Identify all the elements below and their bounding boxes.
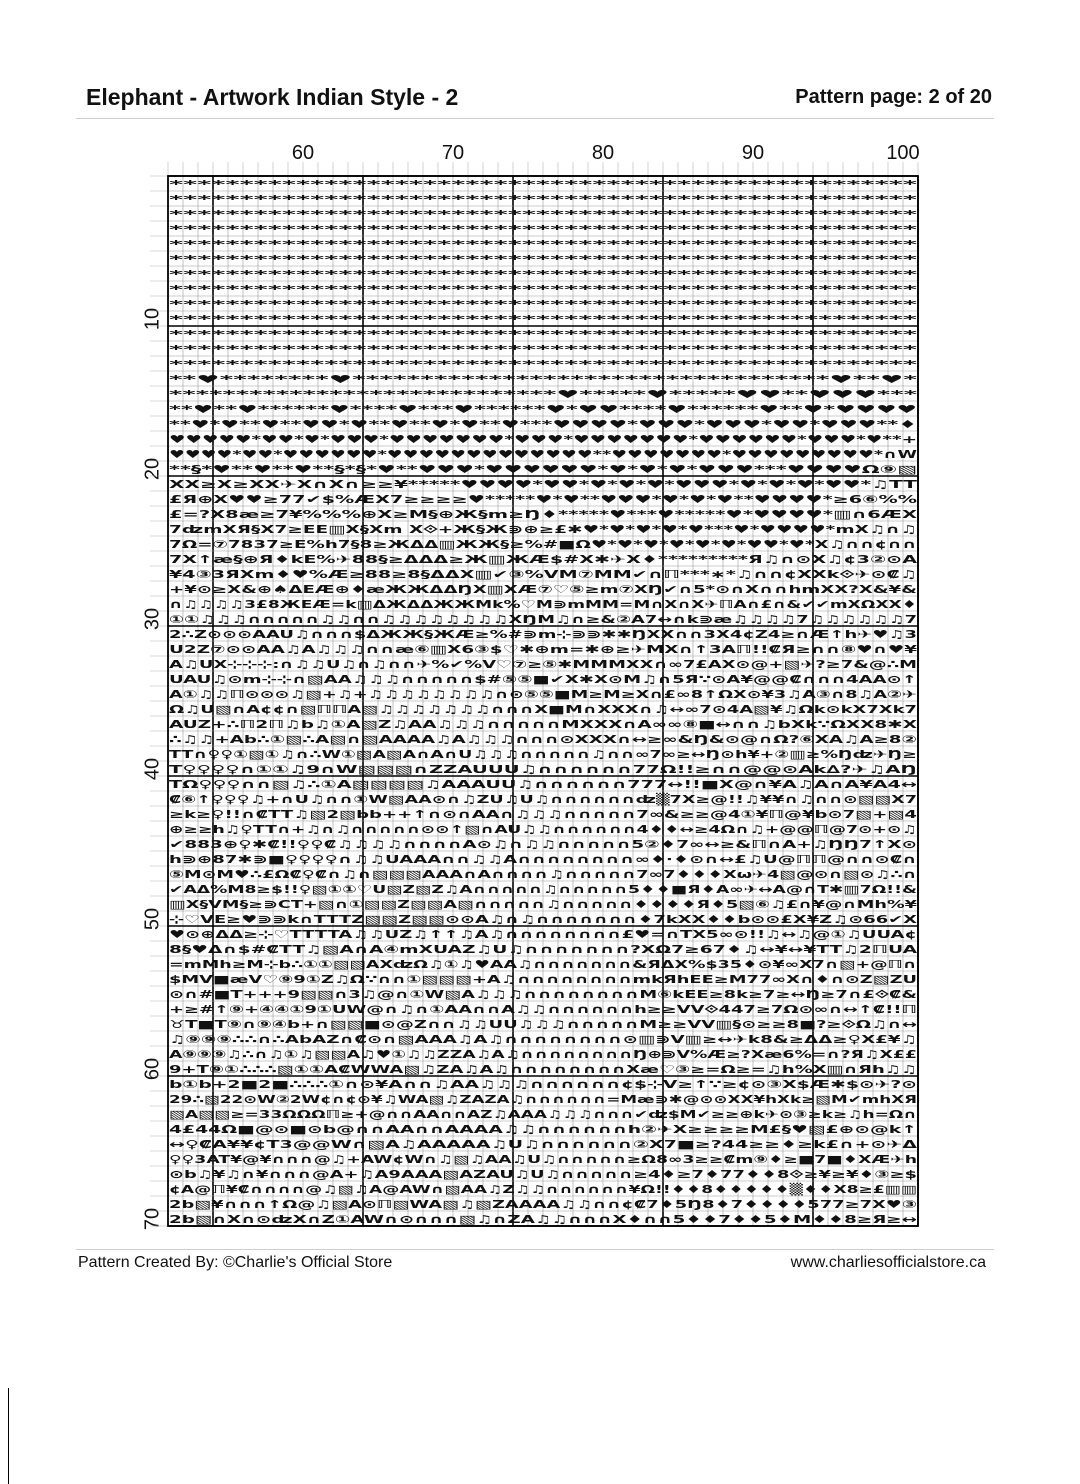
symbol-row: UAU♫⊙m⊹⊹∩▧AA♫♫♫∩∩∩∩∩$#⑤⑤■✔X✱X⊙M♫∩5Я∵⊙A¥@@₡∩∩∩4AA⊙↑ xyxy=(169,673,917,686)
symbol-row: =mMh≥M⊹b∴①①▧▧AXʣΩ♫①♫♥AA♫∩∩∩∩∩∩∩&ЯΔX%$35♦⊙¥∞X7∩▧+@ℿ∩ xyxy=(169,958,917,971)
footer-credit: Pattern Created By: ©Charlie's Official Store xyxy=(78,1254,393,1271)
symbol-row: ♫⑨⑨⑨∴∴∩∴AbAZ∩₡⊙∩▧AAA♫A♫∩∩∩∩∩∩∩∩⊙▥⋑V▥≥↔✈k8&≥ΔΔ≥♀X£¥♫ xyxy=(169,1033,917,1046)
symbol-row: ***************************************************** xyxy=(169,238,918,251)
symbol-row: **♥*♥**♥**♥♥*♥**♥**♥*♥**♥***♥♥♥♥*♥♥♥*♥♥♥*♥♥*♥♥♥**♦ xyxy=(169,418,917,431)
symbol-row: ***************************************************** xyxy=(169,253,918,266)
symbol-row: A♫UX⊹⊹⊹:∩♫♫U♫∩♫∩∩✈%✔%V♡⑦≥⑤✱MMMXX∩∞7£AX⊙@+▧✈?≥7&@∴M xyxy=(169,658,917,671)
symbol-row: TT∩♀♀①▧①♫∩∴W①▧A▧A∩A∩U♫♫♫∩∩∩∩∩♫∩∩∞7∞≥↔Ŋ⊙h¥+②▥≥%Ŋʣ✈Ŋ≥ xyxy=(169,748,917,761)
symbol-row: 7ʣmXЯ§X7≥EE▥X§Xm X⟐+Ж§Ж⋑⊕≥£✱♥*♥*♥*♥*♥***♥*♥♥♥♥*mX♫∩♫ xyxy=(169,523,917,536)
row-label: 10 xyxy=(141,307,164,330)
symbol-row: TΩ♀♀♀∩∩▧♫∴①A▧▧▧▧♫AAAUU♫∩∩∩∩∩∩777↔!!■X@∩¥A♫A∩A¥A4↔ xyxy=(169,778,917,791)
symbol-row: AUZ+∴ℿ2ℿ♫b♫①A▧Z♫AA♫♫♫∩∩∩∩∩MXXX∩A∞∞⑧■↔∩∩♫bXk∵ΩXX8✱X xyxy=(169,718,918,731)
symbol-row: ▥X§VM§≥⋑CT+▧∩①▧▧Z▧▧A▧∩∩∩∩∩♫∩∩∩∩∩♦♦♦♦Я♦5▧⑥♫£∩¥@∩Mh%¥ xyxy=(169,898,918,911)
row-label: 40 xyxy=(141,757,164,780)
symbol-row: ▧A▧▧≥=33ΩΩΩℿ≥+@∩∩AA∩∩AZ♫AAA♫♫♫∩∩∩✔ʣ$M✔≥≥⊕k✈⊙③≥k≥♫h=Ω∩ xyxy=(169,1108,917,1121)
symbol-row: A①♫♫ℿ⊙⊙⊙♫▧+♫+♫♫♫♫♫♫♫♫∩⊙⑤⑤■M≥M≥X∩£∞8↑ΩX⊙¥3♫A③∩8♫A②✈ xyxy=(169,688,917,701)
symbol-row: ₡⑥↑♀♀♀♫+∩U♫∩∩①W▧AA⊙∩♫ZU♫U♫∩∩∩∩∩∩ʣ▒7X≥@!!♫¥¥∩♫∩∩⊙▧▧X7 xyxy=(169,793,636,806)
symbol-row: ⑤M⊙M♥∴£Ω₡♀₡∩♫∩▧▧▧AAA∩A∩∩∩∩♫∩∩∩∩∩7∞7♦♦♦Xω✈4▧@⊙∩▧⊙♫∴∩ xyxy=(169,868,917,881)
footer-website: www.charliesofficialstore.ca xyxy=(790,1254,986,1271)
stitch-symbols xyxy=(169,178,918,1226)
symbol-row: ***************************************************** xyxy=(169,268,918,281)
pattern-page-number: Pattern page: 2 of 20 xyxy=(795,86,992,108)
symbol-row: 9+T⑨①∴∴∴▧①①A₡WWA▧♫ZA♫A♫∩∩∩∩∩∩∩∩Xæ♡③≥=Ω≥=♫h%X▥∩Яh♫♫ xyxy=(169,1063,917,1076)
symbol-row: h⋑⊕87✱⋑■♀♀♀♀∩♫♫UAAA∩∩♫♫A∩∩∩∩∩∩∩∩∞♦∙♦⊙∩↔£♫U@ℿℿ@∩∩⊙₡∩ xyxy=(169,853,917,866)
scan-edge-line xyxy=(8,1388,9,1484)
row-label: 50 xyxy=(141,907,164,930)
symbol-row: ♥♥♥♥*♥♥*♥♥♥♥♥♥*♥♥♥♥♥♥♥♥♥♥♥♥♥**♥♥♥♥♥♥♥*♥♥♥♥♥♥♥♥♥*∩W xyxy=(169,448,917,461)
symbol-row: ✔AΔ%M8≥$!!♀▧①①♡U▧Z▧Z♫A∩∩∩∩∩♫∩∩∩∩∩5♦♦■Я♦A∞✈↔A@∩T✱▥7Ω!!& xyxy=(169,883,918,896)
symbol-row: U2Z⑦⊙⊙AA♫A♫♫♫∩∩æ⑥▥X6③$♡✱⊕m=✱⊕≥✈MX∩↑3Aℿ!!₡Я≥∩∩⑧♥∩♥¥ xyxy=(169,643,918,656)
column-label: 60 xyxy=(291,142,315,164)
column-label: 80 xyxy=(591,142,615,164)
symbol-row: 2b▧¥∩∩∩↑Ω@♫▧A⊙ℿ▧WA▧♫▧ZAAAA♫♫∩∩¢₡7♦5Ŋ8♦7♦♦♦♦577≥7X♥③ xyxy=(169,1198,917,1211)
symbol-row: A⑨⑨⑨♫∴∩♫①♫▧▧A♫♥①♫♫ZZA♫A♫∩∩∩∩∩∩∩∩Ŋ⊕⋑V%Æ≥?Xæ6%=∩?Я♫X££ xyxy=(169,1048,917,1061)
symbol-row: £=?X8æ≥7¥%%%⊕X≥M§⊕Ж§m≥Ŋ♦*****♥***♥*****♥*♥♥♥♥*▥∩6ÆX xyxy=(169,508,918,521)
symbol-row: ***************************************************** xyxy=(169,358,918,371)
symbol-row: ≥k≥♀!!∩₡TT♫▧2▧bb++↑∩⊙∩AA∩♫♫♫∩∩∩∩∩7∞&≥≥@4①¥ℿ@¥b⊙7▧+▧4 xyxy=(169,808,918,821)
symbol-row: ⊹♡VE≥♥⋑⋑k∩TTTZ▧▧Z▧▧⊙⊙A♫∩♫∩∩∩∩∩∩∩♦7kXX♦♦b⊙⊙£X¥Z♫⊙66✔X xyxy=(169,913,918,926)
symbol-row: ***************************************************** xyxy=(169,298,918,311)
symbol-row: $MV■æV♡⑨9①Z♫Ω∵∩∩①▧▧▧+A♫∩∩∩∩∩∩∩∩mkЯhEE≥M77∞X∩♦∩⊙Z▧ZU xyxy=(169,973,917,986)
symbol-row: XX≥X≥XX✈X∩X∩≥≥¥*****♥♥♥♥*♥♥*♥*♥*♥*♥♥♥*♥*♥*♥*♥♥*♫TT xyxy=(169,478,918,491)
symbol-row: ***************************************************** xyxy=(169,193,918,206)
symbol-row: ⊙b♫¥♫∩¥∩∩∩@A+♫A9AAA▧AZAU♫U♫∩∩∩∩∩≥4♦≥7♦77♦♦8⟐≥¥≥¥♦③≥$ xyxy=(169,1168,917,1181)
row-label: 30 xyxy=(141,607,164,630)
symbol-row: Ω♫U▧∩A¢¢∩▧ℿℿA▧♫♫♫♫♫♫♫∩∩∩X■M∩XXX∩♫↔∞7⊙4A▧¥♫Ωk⊙kX7Xk7 xyxy=(169,703,917,716)
symbol-row: ***************************************************** xyxy=(169,178,918,191)
symbol-row: ⊕≥≥h♫♀TT∩+♫∩♫∩∩∩∩∩⊙⊙↑▧∩AU♫♫∩∩∩∩∩∩4♦♦↔≥4Ω∩♫+@@ℿ@7⊙+⊙♫ xyxy=(169,823,917,836)
symbol-row: ***************************************************** xyxy=(169,208,918,221)
row-label: 20 xyxy=(141,457,164,480)
symbol-row: ∩♫♫♫♫3£8ЖEÆ=k▥ΔЖΔΔЖЖMk%♡M⋑mMM=M∩X∩X✈ℿA∩£∩&✔✔mXΩXX♦ xyxy=(169,598,917,611)
symbol-row: 7Ω=⑦7837≥E%h7§8≥ЖΔΔ▥ЖЖ§≥%#■Ω♥*♥*♥*♥*♥*♥*♥♥*♥*X♫∩∩¢∩∩ xyxy=(169,538,917,551)
column-label: 100 xyxy=(886,142,920,164)
symbol-row: ♀♀3AT¥@¥∩∩∩@♫+AW¢W∩♫▧♫AA♫U♫∩∩∩∩∩≥Ω8∞3≥≥₡m⑨♦≥■7■♦XÆ✈h xyxy=(169,1153,917,1166)
symbol-row: **♥**♥******♥****♥***♥******♥*♥♥****♥******♥**♥*♥♥♥♥ xyxy=(169,403,917,416)
symbol-row: ¢A@ℿ¥₡∩∩∩∩@♫▧♫A@AW∩▧AA♫Z♫♫∩∩∩∩∩∩¥Ω!!♦♦8♦♦♦♦♦▒♦♦X8≥£▥▥ xyxy=(169,1183,651,1196)
symbol-row: 4£44Ω■@⊙■⊙b@∩∩AA∩∩AAAA♫♫∩∩∩∩∩∩h②✈X≥≥≥≥M£§♥▧£⊕⊙@k↑ xyxy=(169,1123,917,1136)
symbol-row: ♉T■T⑨∩⑨④b+∩▧▧■⊙@Z∩∩♫♫UU♫♫♫∩∩∩∩∩M≥≥VV▥§⊙≥≥8■?≥⟐Ω♫∩↔ xyxy=(169,1018,917,1031)
symbol-row: *****************************♥*****♥*****♥♥**♥♥♥*** xyxy=(169,388,918,401)
symbol-row: ↔♀₡A¥¥¢T3@@W∩▧A♫AAAAA♫U♫∩∩∩∩∩∩②X7■≥?44≥≥♦≥k£∩+⊙✈Δ xyxy=(169,1138,918,1151)
row-label: 60 xyxy=(141,1057,164,1080)
symbol-row: ***************************************************** xyxy=(169,223,918,236)
symbol-row: +≥#↑⑨+④④①9①UW@∩♫∩①AA∩∩A♫♫∩∩∩∩∩∩h≥≥VV⟐447≥7Ω⊙∞∩↔↑₡!!ℿ xyxy=(169,1003,917,1016)
symbol-row: 2∴Z⊙⊙⊙AAU♫∩∩∩$ΔЖЖ§ЖÆ≥%#⋑m⊹⋑⋑✱✱ŊXX∩∩3X4¢Z4≥∩Æ↑h✈♥♫3 xyxy=(169,628,917,641)
symbol-row: b①b+2■2■∴∴∴①∩⊙¥A∩∩♫AA♫♫♫∩∩∩∩∩∩¢$⊹V≥↑∵≥¢⊙③X$Æ✱$⊙✈?⊙ xyxy=(169,1078,917,1091)
symbol-row: 2b▧∩X∩⊙ʣX∩Z①AW∩⊙∩∩∩▧♫∩ZA♫♫∩∩∩X♦∩∩5♦♦7♦♦5♦M♦♦8≥Я≥↔ xyxy=(169,1213,917,1226)
symbol-row: 29∴▧22⊙W②2W¢∩¢⊙¥♫WA▧♫ZAZA♫∩∩∩∩∩∩=Mæ⋑✱@⊙⊙XX¥hXk≥▧M✔mhXЯ xyxy=(169,1093,917,1106)
symbol-row: ***************************************************** xyxy=(169,313,918,326)
symbol-row: ✔883⊕♀✱₡!!♀♀₡♫♫♫♫∩∩∩∩A⊙♫∩♫♫∩∩∩∩∩5②♦7∞↔≥&ℿ∩A+♫ŊŊ7↑X⊙ xyxy=(169,838,917,851)
symbol-row: ***************************************************** xyxy=(169,283,918,296)
symbol-row: ♥⊙⊕ΔΔ≥⊹♡TTTTA♫♫UZ♫↑↑♫A♫∩∩∩∩∩∩∩∩£♥=∩TX5∞⊙!!♫↔♫@①♫UUA¢ xyxy=(169,928,917,941)
column-label: 70 xyxy=(441,142,465,164)
symbol-row: £Я⊕X♥♥≥77✔$%ÆX7≥≥≥≥♥*****♥*♥**♥♥♥*♥*♥*♥**♥♥♥♥*≥6⑥%% xyxy=(169,493,917,506)
footer-divider xyxy=(76,1249,994,1250)
symbol-row: +¥⊙≥X&⊕♠ΔEÆ⊕♦æЖЖΔΔŊX▥XÆ⑦♡⑤≥m⑦XŊ✔∩5*⊙∩X∩∩hmXX?X&¥& xyxy=(169,583,918,596)
symbol-row: **§*♥**♥**♥**§*§*♥**♥♥♥*♥♥♥♥♥♥*♥*♥*♥*♥♥♥***♥♥♥♥Ω⑨▧ xyxy=(169,463,917,476)
symbol-row: T♀♀♀♀∩①①♫9∩W▧▧▧∩ZZAUUU♫∩∩∩∩∩∩77Ω!!≥∩∩@@⊙Ak∆?✈♫AŊ xyxy=(169,763,917,776)
symbol-row: ***************************************************** xyxy=(169,343,918,356)
symbol-row: ***************************************************** xyxy=(169,328,918,341)
symbol-row: ∴♫♫+Ab∴①▧∴A▧∩▧AAAA♫A♫♫♫∩∩∩⊙XXX∩↔≥∞&Ŋ&⊙@∩Ω?⑥XA♫A≥8② xyxy=(169,733,917,746)
symbol-row: ♥♥♥♥♥*♥♥*♥*♥♥♥*♥♥♥♥♥♥♥*♥♥♥*♥♥♥♥♥♥♥*♥♥♥♥♥♥*♥♥♥*♥**+ xyxy=(169,433,917,446)
symbol-row: ⊙∩#■T+++9▧▧∩3♫@∩①W▧A♫♫♫∩∩∩∩∩∩∩∩M⑥kEE≥8k≥7≥↔Ŋ≥7∩£⟐₡& xyxy=(169,988,918,1001)
symbol-row: 8§♥Δ∩$#₡TT♫▧A∩A④mXUAZ♫U♫∩∩∩∩∩∩∩?XΩ7≥67♦♫↔¥↔¥TT♫2ℿUA xyxy=(169,943,918,956)
symbol-row: **♥********♥***********************************♥**♥* xyxy=(169,373,918,386)
symbol-row: ①①♫♫♫∩∩∩∩∩♫♫∩∩♫♫♫♫♫♫♫♫XŊM♫∩≥&②A7↔∩k⋑æ♫♫♫♫7♫♫♫♫♫♫7 xyxy=(169,613,917,626)
row-label: 70 xyxy=(141,1207,164,1230)
pattern-title: Elephant - Artwork Indian Style - 2 xyxy=(86,84,459,110)
symbol-row: ¥4③3ЯXm♦♥%Æ≥88≥8§ΔΔX▥✔③%VM⑦MM✔∩ℿ***∗*♫∩∩¢XXk⟐✈⊙₡♫ xyxy=(169,568,917,581)
column-label: 90 xyxy=(741,142,765,164)
symbol-row: 7X↑æ§⊕Я♦kE%✈88§≥ΔΔΔ≥Ж▥ЖÆ$#X✱✈X♦*********Я♫∩⊙X♫¢3②⊙A xyxy=(169,553,918,566)
